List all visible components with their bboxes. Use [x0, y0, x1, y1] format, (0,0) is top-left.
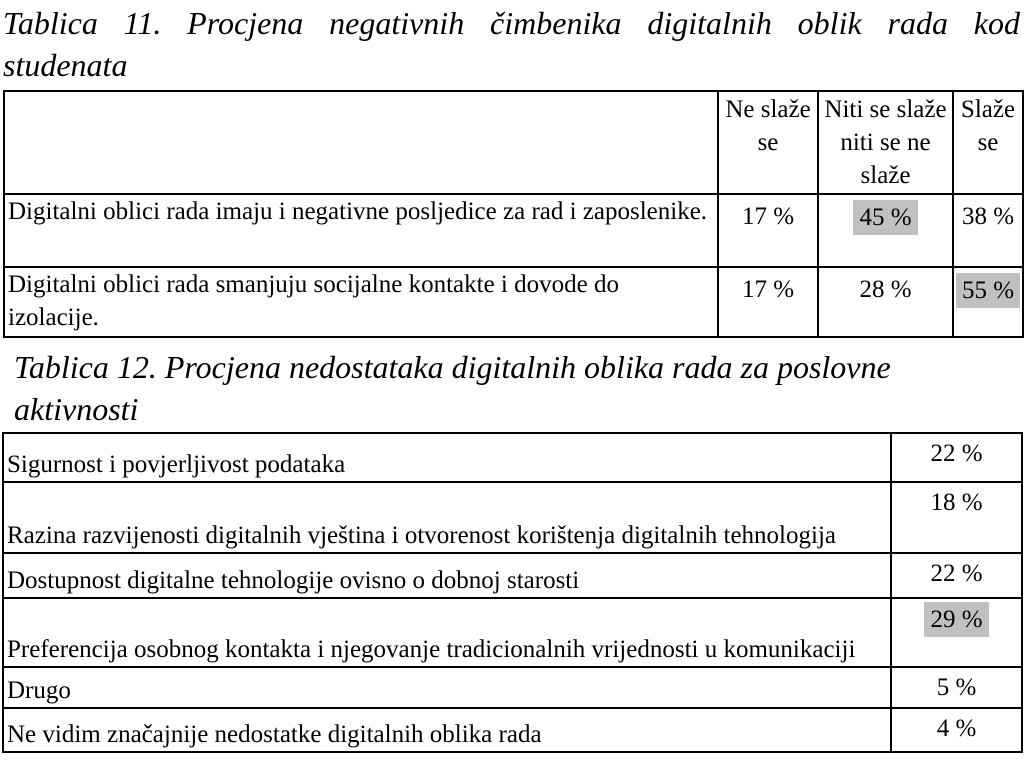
table12 [2, 432, 1023, 753]
table11-header-row [4, 91, 1023, 194]
table11-row1-value-3: 38 % [961, 203, 1015, 230]
table12-row2-value: 18 % [930, 489, 983, 516]
table12-row1-value: 22 % [930, 440, 983, 467]
table12-row4-value-cell [891, 598, 1022, 667]
table11-row2-label: Digitalni oblici rada smanjuju socijalne kontakte i dovode do izolacije. [4, 267, 718, 337]
table12-row6-value: 4 % [936, 715, 977, 742]
table12-row1-value-cell [891, 433, 1022, 482]
table11-row1-value-2: 45 % [853, 200, 917, 235]
table12-row4-value: 29 % [924, 602, 988, 637]
table12-row6-label: Ne vidim značajnije nedostatke digitalnih oblika rada [3, 708, 891, 752]
table12-row-2 [3, 482, 1022, 553]
table12-row-6 [3, 708, 1022, 752]
table11-row2-value-3: 55 % [956, 273, 1020, 308]
table11-row1-label: Digitalni oblici rada imaju i negativne posljedice za rad i zaposlenike. [4, 194, 718, 267]
table11-row-1 [4, 194, 1023, 267]
table12-row-4 [3, 598, 1022, 667]
table11-row-2 [4, 267, 1023, 337]
table12-caption-line2: aktivnosti [14, 391, 139, 427]
table11-row2-value-2: 28 % [859, 276, 912, 303]
table12-row2-value-cell [891, 482, 1022, 553]
table11-row1-cell-niti [818, 194, 953, 267]
table11-header-empty-cell [4, 91, 718, 194]
table12-row5-value: 5 % [936, 674, 977, 701]
table12-row3-value-cell [891, 553, 1022, 598]
table12-row5-value-cell [891, 667, 1022, 708]
table11-caption [3, 2, 1020, 86]
table11-header-slaze-se: Slaže se [953, 91, 1023, 194]
table11 [3, 90, 1024, 338]
table12-row3-value: 22 % [930, 560, 983, 587]
table11-row2-cell-slaze [953, 267, 1023, 337]
table12-row3-label: Dostupnost digitalne tehnologije ovisno o dobnoj starosti [3, 553, 891, 598]
table11-header-niti-se-slaze: Niti se slaže niti se ne slaže [818, 91, 953, 194]
table12-row6-value-cell [891, 708, 1022, 752]
table12-row1-label: Sigurnost i povjerljivost podataka [3, 433, 891, 482]
table11-header-ne-slaze-se: Ne slaže se [718, 91, 818, 194]
table11-row1-cell-ne-slaze [718, 194, 818, 267]
table12-row-1 [3, 433, 1022, 482]
table11-row2-cell-niti [818, 267, 953, 337]
table11-row2-cell-ne-slaze [718, 267, 818, 337]
table12-caption-line1: Tablica 12. Procjena nedostataka digitalnih oblika rada za poslovne [14, 349, 891, 385]
table11-caption-line1: Tablica 11. Procjena negativnih čimbenika digitalnih oblik rada kod [3, 5, 1020, 41]
table12-row4-label: Preferencija osobnog kontakta i njegovanje tradicionalnih vrijednosti u komunikaciji [3, 598, 891, 667]
table11-caption-line2: studenata [3, 47, 128, 83]
table11-row1-cell-slaze [953, 194, 1023, 267]
table12-row2-label: Razina razvijenosti digitalnih vještina i otvorenost korištenja digitalnih tehnologija [3, 482, 891, 553]
table12-row-5 [3, 667, 1022, 708]
table11-row2-value-1: 17 % [741, 276, 795, 303]
table12-row5-label: Drugo [3, 667, 891, 708]
table12-caption [14, 346, 1020, 430]
table11-row1-value-1: 17 % [741, 203, 795, 230]
table12-row-3 [3, 553, 1022, 598]
